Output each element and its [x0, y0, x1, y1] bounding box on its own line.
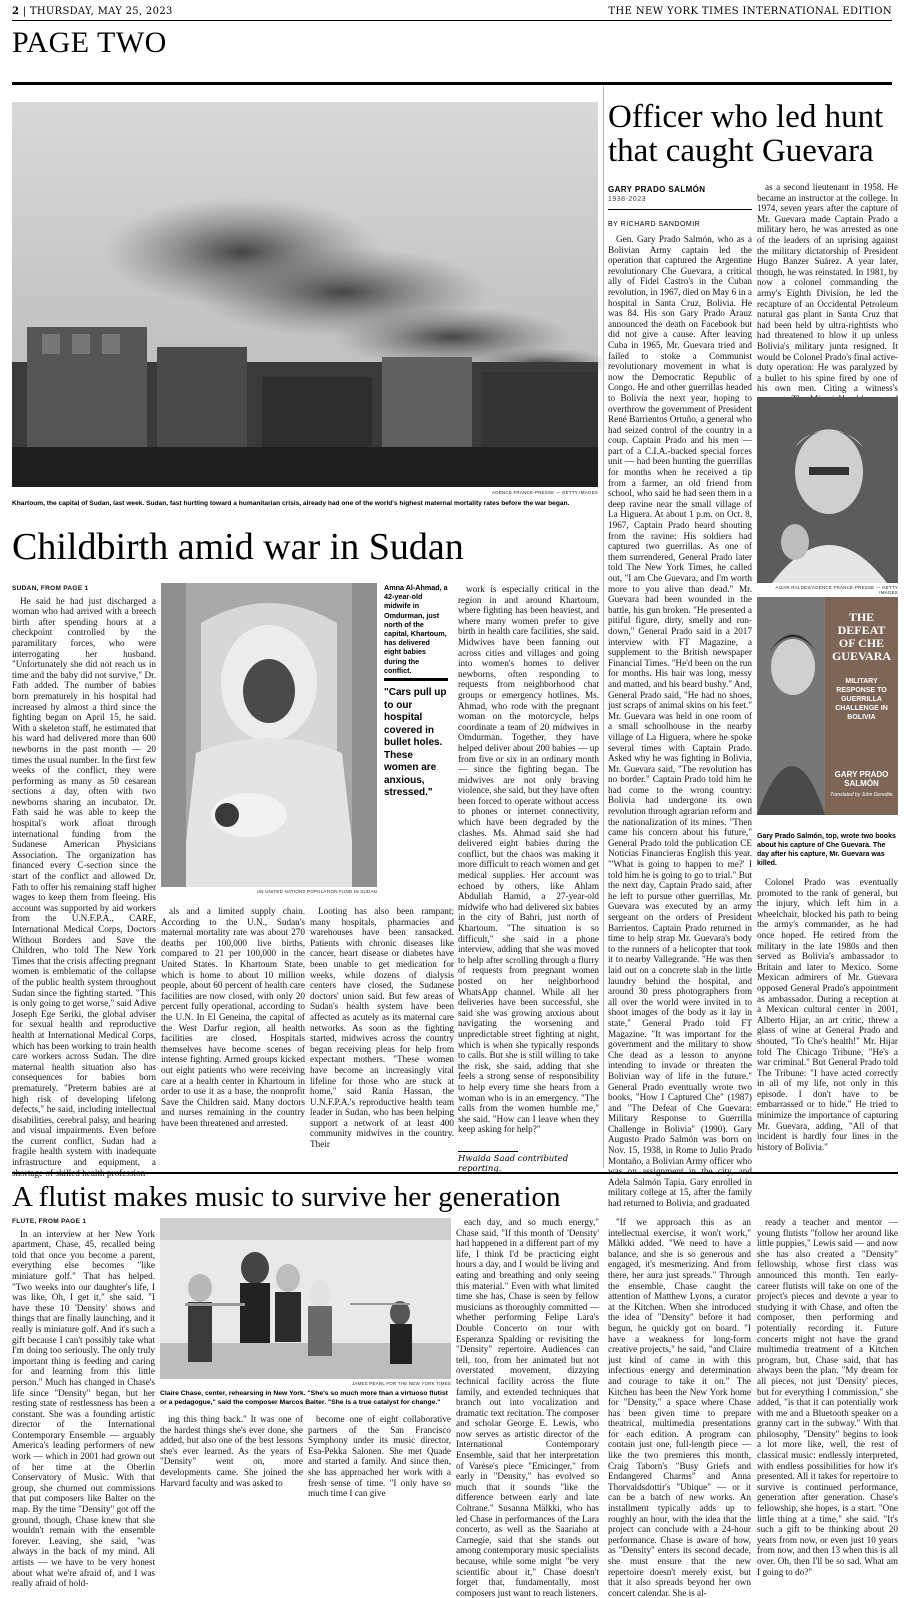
sudan-dateline: SUDAN, FROM PAGE 1: [12, 585, 89, 592]
sudan-column-1-text: He said he had just discharged a woman who had arrived with a breech birth after spending hours at a checkpoint controlled by the paramilitary forces, who were interrogating her husband. "Unfortunately she did not reach us in time and the baby did not survive," Dr. Fath added. The number of babies born prematurely in his hospital had increased by almost a third since the fighting began on April 15, he said. With a skeleton staff, he estimated that his ward had delivered more than 600 newborns in the past month — 20 times the usual number. In the first few weeks of the conflict, they were performing as many as 50 cesarean sections a day, often with two newborns sharing an incubator. Dr. Fath said he was able to keep the hospital's work afloat through international funding from the Sudanese American Physicians Association. The organization has financed every C-section since the start of the conflict and allowed Dr. Fath to offer his remaining staff higher wages to keep them from fleeing. His account was supported by aid workers from the U.N.F.P.A., CARE, International Medical Corps, Doctors Without Borders and Save the Children, who told The New York Times that the crisis affecting pregnant women is emblematic of the collapse of the public health system throughout Sudan since the fighting started. "This is only going to get worse," said Adive Joseph Ege Seriki, the global adviser for sexual health and reproductive health at International Medical Corps, which has been working to train health care workers across Sudan. The dire maternal health situation also has consequences for babies born prematurely. "Preterm babies are at high risk of developing lifelong defects," he said, including intellectual disabilities, cerebral palsy, and hearing and visual impairments. Even before the current conflict, Sudan had a fragile health system with inadequate infrastructure and equipment, a shortage of skilled health profession-: [12, 595, 156, 1178]
obit-years: 1938-2023: [608, 196, 646, 203]
flute-dateline: FLUTE, FROM PAGE 1: [12, 1218, 87, 1225]
prado-portrait-photo: [757, 397, 898, 583]
flute-column-2-text: ing this thing back." It was one of the hardest things she's ever done, she added, but also one of the best lessons she's ever learned. As the years of "Density" went on, more developments came. She joined the Harvard faculty and was asked to: [160, 1414, 303, 1488]
masthead-date: 2 | THURSDAY, MAY 25, 2023: [12, 6, 173, 17]
page-number: 2: [12, 6, 20, 17]
sudan-column-4: [458, 584, 599, 1152]
flute-column-2: [160, 1414, 303, 1488]
book-subtitle: MILITARY RESPONSE TO GUERRILLA CHALLENGE IN BOLIVIA: [835, 678, 888, 721]
book-cover: [825, 597, 898, 815]
column-divider: [603, 86, 604, 1168]
guevara-column-2a-text: as a second lieutenant in 1958. He became an instructor at the college. In 1974, seven years after the capture of Mr. Guevara made Captain Prado a military hero, he was arrested as one of the leaders of an uprising against the military dictatorship of President Hugo Banzer Suárez. A year later, though, he was reinstated. In 1981, by now a colonel commanding the army's Eighth Division, he led the recapture of an Occidental Petroleum natural gas plant in Santa Cruz that had been held by ultra-rightists who had threatened to blow it up unless Bolivia's military junta resigned. It would be Colonel Prado's final active-duty operation: He was paralyzed by a bullet to his spine fired by one of his own men. Citing a witness's: [757, 182, 898, 394]
book-translator: Translated by John Deredita: [830, 792, 893, 798]
top-rule: [12, 20, 892, 21]
obit-kicker: GARY PRADO SALMÓN: [608, 185, 706, 194]
sudan-contrib-rule: [458, 1151, 518, 1152]
sudan-column-2-text: als and a limited supply chain. According to the U.N., Sudan's maternal mortality rate was about 270 deaths per 100,000 live births, compared to 21 per 100,000 in the United States. In Khartoum State, which is home to about 10 million people, about 60 percent of health care facilities are now closed, with only 20 percent fully operational, according to the U.N. In El Geneina, the capital of the West Darfur region, all health facilities are closed. Hospitals themselves have become scenes of intense fighting. Armed groups kicked out eight patients who were receiving care at a health center in Khartoum in order to use it as a base, the nonprofit Save the Children said. Many doctors and nurses remaining in the country have been threatened and arrested.: [161, 906, 305, 1128]
section-title: PAGE TWO: [12, 26, 167, 59]
prado-photo-credit: AIZAR RALDES/AGENCE FRANCE-PRESSE — GETTY IMAGES: [775, 585, 898, 595]
sudan-column-4-text: work is especially critical in the region in and around Khartoum, where fighting has been heaviest, and where many women prefer to give birth in health care facilities, she said. Midwives have been fanning out across cities and villages and going into women's homes to deliver newborns, often responding to requests from neighborhood chat groups or emergency hotlines. Ms. Ahmad, who rode with the pregnant woman on the motorcycle, helps coordinate a team of 20 midwives in Omdurman. Together, they have helped deliver about 200 babies — up from five or six in an ordinary month — since the fighting began. The midwives are not only braving violence, she said, but they have often been forced to operate without access to phones or internet connectivity, which have been degraded by the clashes. Ms. Ahmad said she had delivered eight babies during the conflict, but the chaos was making it more difficult to reach women and get medical supplies. Her account was echoed by others, like Ahlam Abdullah Hamid, a 27-year-old midwife who had delivered six babies in the city of Bahri, just north of Khartoum. "The situation is so difficult," she said in a phone interview, adding that she was moved to help after scrolling through a flurry of requests from pregnant women posted on her neighborhood WhatsApp channel. While all her deliveries have been successful, she said she was growing anxious about navigating the worsening and unpredictable street fighting at night, which is when she typically responds to calls. But she is still willing to take the risk, she said, adding that she feels a strong sense of responsibility to help every time she hears from a woman who is in an emergency. "The calls from the women humble me," she said. "How can I leave when they keep asking for help?": [458, 584, 599, 1135]
sudan-column-2: [161, 906, 305, 1164]
edition-name: THE NEW YORK TIMES INTERNATIONAL EDITION: [608, 6, 892, 17]
sudan-pull-quote: "Cars pull up to our hospital covered in bullet holes. These women are anxious, stressed.": [384, 678, 448, 800]
sudan-headline: Childbirth amid war in Sudan: [12, 526, 464, 568]
midwife-photo: [161, 583, 377, 887]
flute-column-4: [456, 1217, 599, 1598]
guevara-column-2a: [757, 182, 898, 394]
flute-column-6: [757, 1217, 898, 1577]
story-separator: [12, 1172, 898, 1174]
flute-column-5-text: "If we approach this as an intellectual exercise, it won't work," Mälkki added. "We need to have a balance, and she is so generous and engaged, it's mesmerizing. And from there, her aura just spreads." Through the ensemble, Chase caught the attention of Matthew Lyons, a curator at the Kitchen. When she introduced the idea of "Density" before it had begun, he quickly got on board. "I have a weakness for long-form creative projects," he said, "and Claire just kind of came in with this infectious energy and determination and courage to take it on." The Kitchen has been the New York home for "Density," a space where Chase has been given time to prepare theatrical, multimedia presentations for each edition. A program can contain just one, full-length piece — like the two premieres this month, Craig Taborn's "Busy Griefs and Endangered Charms" and Anna Thorvaldsdottir's "Ubique" — or it can be a batch of new works. An installment typically adds up to roughly an hour, with the idea that the project can conclude with a 24-hour performance. Chase is aware of how, as "Density" enters its second decade, she must ensure that the new repertoire doesn't merely exist, but that it also spreads beyond her own concert calendar. She is al-: [608, 1217, 751, 1598]
flute-column-4-text: each day, and so much energy," Chase said. "If this month of 'Density' had happened in a different part of my life, I think I'd be practicing eight hours a day, and I would be living and eating and breathing and only seeing this material." Even with what limited time she has, Chase is seen by fellow musicians as thoroughly committed — whether performing Felipe Lara's Double Concerto on tour with Esperanza Spalding or revisiting the "Density" repertoire. Audiences can tell, too, from her animated but not overstated movement, dizzying technical facility across the flute family, and extended techniques that branch out into vocalization and dramatic text recitation. The composer and scholar George E. Lewis, who now serves as artistic director of the International Contemporary Ensemble, said that her interpretation of Varèse's piece "Emicinger," from early in "Density," has evolved so much that it sounds "like the difference between early and late Coltrane." Susanna Mälkki, who has led Chase in performances of the Lara concerto, as well as the Saariaho at Carnegie, said that she stands out among contemporary music specialists because, while some might "be very scientific about it," Chase doesn't forget that, fundamentally, most composers just want to reach listeners.: [456, 1217, 599, 1598]
khartoum-photo-caption: Khartoum, the capital of Sudan, last week. Sudan, fast hurtling toward a humanitarian crisis, already had one of the world's highest maternal mortality rates before the war began.: [12, 500, 570, 507]
flute-photo-caption: Claire Chase, center, rehearsing in New York. "She's so much more than a virtuoso flutist or a pedagogue," said the composer Marcos Balter. "She is a true catalyst for change.": [160, 1390, 448, 1406]
flute-column-1: [12, 1217, 155, 1589]
book-author: GARY PRADO SALMÓN: [834, 770, 889, 788]
date-line: THURSDAY, MAY 25, 2023: [29, 6, 173, 17]
sudan-column-3-text: Looting has also been rampant; many hospitals, pharmacies and warehouses have been ransacked. Patients with chronic diseases like cancer, heart disease or diabetes have been unable to get medication for weeks, while dozens of dialysis centers have closed, the Sudanese doctors' union said. But few areas of Sudan's health system have been affected as acutely as its maternal care networks. As soon as the fighting started, midwives across the country began receiving pleas for help from expectant mothers. "These women have become an increasingly vital lifeline for those who are stuck at home," said Rania Hassan, the U.N.F.P.A.'s reproductive health team leader in Sudan, who has been helping support a network of at least 400 community midwives in the country. Their: [310, 906, 454, 1150]
sudan-column-3: [310, 906, 454, 1164]
flute-column-3: [308, 1414, 451, 1499]
che-photo: [757, 597, 825, 815]
flutists-rehearsal-photo: [160, 1218, 451, 1379]
guevara-column-1: [608, 234, 752, 1209]
flute-column-6-text: ready a teacher and mentor — young flutists "follow her around like little puppies," Lewis said — and now she has also created a "Density" fellowship, whose first class was announced this month. Ten early-career flutists will take on one of the project's pieces and devote a year to studying it with Chase, and often the composer, then performing and potentially recording it. Future concerts might not have the grand multimedia treatment of a Kitchen program, but, Chase said, that has always been the plan. "My dream for all pieces, not just 'Density' pieces, but for everything I commission," she added, "is that it can potentially work with me and a Bluetooth speaker on a granny cart in the subway." With that philosophy, "Density" begins to look a lot more like, well, the rest of classical music: endlessly interpreted, with endless possibilities for how it's presented. All it takes for repertoire to survive is continued performance, generation after generation. Chase's fellowship, she hopes, is a start. "One little thing at a time," she said. "It's such a gift to be thinking about 20 years from now, or even just 10 years from now, and then 13 when this is all over. Oh, then I'll be so sad. What am I going to do?": [757, 1217, 898, 1577]
flute-headline: A flutist makes music to survive her generation: [12, 1181, 561, 1213]
midwife-side-caption: Amna Al-Ahmad, a 42-year-old midwife in Omdurman, just north of the capital, Khartoum, has delivered eight babies during the conflict.: [384, 583, 448, 675]
guevara-column-2b-text: Colonel Prado was eventually promoted to the rank of general, but the injury, which left him in a wheelchair, blocked his path to being the army's commander, as he had once hoped. He retired from the military in the late 1980s and then served as Bolivia's ambassador to Britain and later to Mexico. Some Mexican admirers of Mr. Guevara opposed General Prado's appointment as ambassador. During a reception at a Mexican cultural center in 2001, Alberto Hijar, an art critic, threw a glass of wine at General Prado and shouted, "To Che's health!" Mr. Hijar told The Chicago Tribune, "He's a war criminal." But General Prado told The Tribune: "I have acted correctly in all of my life, not only in this episode. I don't have to be embarrassed or to hide." He tried to minimize the importance of capturing Mr. Guevara, adding, "All of that incident is hardly four lines in the history of Bolivia.": [757, 877, 898, 1152]
khartoum-photo: [12, 102, 598, 487]
sudan-contrib: Hwaida Saad contributed reporting.: [458, 1154, 569, 1174]
flute-column-1-text: In an interview at her New York apartment, Chase, 45, recalled being told that once you become a parent, everything else becomes "like miniature golf." That has helped. "Two weeks into our daughter's life, I was like, Oh, I get it," she said. "I have these 10 'Density' shows and things that are finally launching, and it really is miniature golf. And it's such a gift because I can't possibly take what I'm doing too seriously. The only truly important thing is feeding and caring for and learning from this little person." Much has changed in Chase's life since "Density" began, but her resting state of restlessness has been a constant. She was a founding artistic director of the International Contemporary Ensemble — arguably America's leading performers of new work — which in 2001 had grown out of her time at the Oberlin Conservatory of Music. With that group, she churned out commissions that put composers like Balter on the map. By the time "Density" got off the ground, though, Chase knew that she wouldn't remain with the ensemble forever. Leaving, she said, "was always in the back of my mind. All artists — we have to be very honest about what we're afraid of, and I was really afraid of hold-: [12, 1228, 155, 1589]
khartoum-photo-credit: AGENCE FRANCE-PRESSE — GETTY IMAGES: [491, 490, 598, 495]
guevara-headline: Officer who led hunt that caught Guevara: [608, 99, 884, 169]
section-rule: [12, 82, 892, 85]
sudan-column-1: [12, 584, 156, 1178]
obit-kicker-rule: [608, 209, 752, 210]
midwife-photo-credit: UN UNITED NATIONS POPULATION FUND IN SUDAN: [256, 889, 377, 894]
guevara-column-1-text: Gen. Gary Prado Salmón, who as a Bolivian Army captain led the operation that captured the Argentine revolutionary Che Guevara, a critical ally of Fidel Castro's in the Cuban revolution, in 1967, died on May 6 in a hospital in Santa Cruz, Bolivia. He was 84. His son Gary Prado Arauz announced the death on Facebook but did not give a cause. After leaving Cuba in 1965, Mr. Guevara tried and failed to stoke a Communist revolutionary movement in what is now the Democratic Republic of Congo. He and other guerrillas headed to Bolivia the next year, hoping to overthrow the government of President René Barrientos Ortuño, a general who had seized control of the country in a coup. Captain Prado and his men — part of a C.I.A.-backed special forces unit — had been hunting the guerrillas for months when he received a tip from a farmer, an old friend from school, who said he had seen them in a deep ravine near the small village of La Higuera. At about 1 p.m. on Oct. 8, 1967, Captain Prado heard shouting from the ravine: His soldiers had captured two guerrillas. As one of them surrendered, General Prado later told The New York Times, he called out, "I am Che Guevara, and I'm worth more to you alive than dead." Mr. Guevara had been wounded in the battle, his gun broken. "He presented a pitiful figure, dirty, smelly and run-down," General Prado said in a 2017 interview with FT Magazine, a supplement to the British newspaper Financial Times. "He'd been on the run for months. His hair was long, messy and matted, and his beard bushy." And, General Prado said, "He had no shoes, just scraps of animal skins on his feet." Mr. Guevara was held in one room of a small schoolhouse in the nearby village of La Higuera, where he spoke several times with Captain Prado. Asked why he was fighting in Bolivia, Mr. Guevara said, "The revolution has no border." Captain Prado told him he had come to the wrong country: Bolivia had undergone its own revolution through agrarian reform and the nationalization of its mines. "Then came his concern about his future," General Prado told the publication CE Noticias Financieras English this year. "'What is going to happen to me?' I told him he is going to go to trial." But the next day, Captain Prado said, after he left to pursue other guerrillas, Mr. Guevara was executed by an army sergeant on the orders of President Barrientos. Captain Prado returned in time to help strap Mr. Guevara's body to the runners of a helicopter that took it to nearby Vallegrande. "He was then laid out on a concrete slab in the little laundry behind the hospital, and around 30 press photographers from all over the world were invited in to shoot images of the body as it lay in state," General Prado told FT Magazine. "It was important for the government and the military to show Che dead as a lesson to anyone intending to invade or threaten the Bolivian way of life in the future." General Prado eventually wrote two books, "How I Captured Che" (1987) and "The Defeat of Che Guevara: Military Response to Guerrilla Challenge in Bolivia" (1990). Gary Augusto Prado Salmón was born on Nov. 15, 1938, in Rome to Julio Prado Montaño, a Bolivian Army officer who was on assignment in the city, and Adela Salmón Tapia. Gary enrolled in military college at 15, after the family had returned to Bolivia, and graduated: [608, 234, 752, 1209]
flute-column-5: [608, 1217, 751, 1598]
guevara-column-2b: [757, 877, 898, 1162]
book-title: THE DEFEAT OF CHE GUEVARA: [831, 610, 892, 663]
flute-column-3-text: become one of eight collaborative partners of the San Francisco Symphony under its music director, Esa-Pekka Salonen. She met Quade and started a family. And since then, she has approached her work with a fresh sense of time. "I only have so much time I can give: [308, 1414, 451, 1499]
flute-photo-credit: JAMES PEARL FOR THE NEW YORK TIMES: [351, 1381, 451, 1386]
obit-byline: BY RICHARD SANDOMIR: [608, 221, 701, 228]
book-caption: Gary Prado Salmón, top, wrote two books about his capture of Che Guevara. The day after his capture, Mr. Guevara was killed.: [757, 833, 896, 867]
